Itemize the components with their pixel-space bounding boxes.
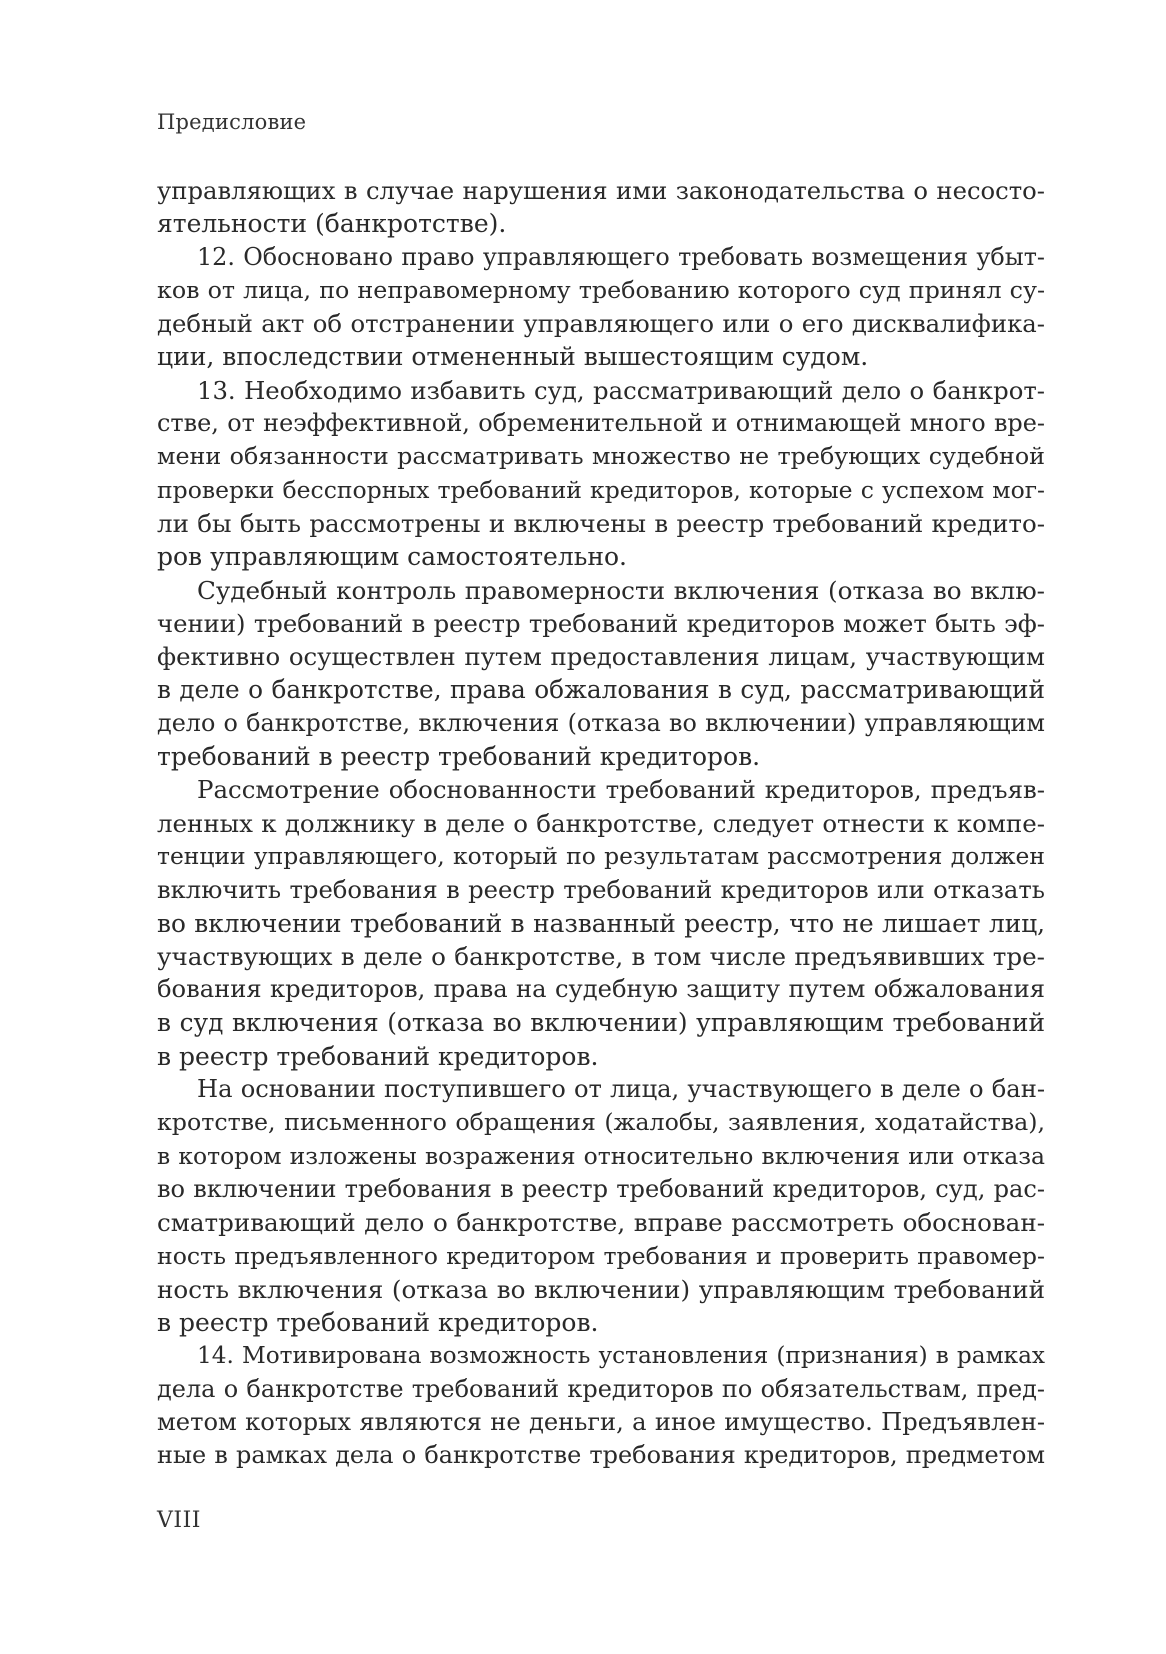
running-head: Предисловие — [157, 110, 307, 134]
text-line: тенции управляющего, который по результатам рассмотрения должен — [157, 841, 1045, 870]
text-line: ков от лица, по неправомерному требованию которого суд принял су- — [157, 275, 1045, 304]
text-line: во включении требования в реестр требований кредиторов, суд, рас- — [157, 1174, 1045, 1203]
text-line: стве, от неэффективной, обременительной и отнимающей много вре- — [157, 409, 1045, 438]
text-line: 13. Необходимо избавить суд, рассматривающий дело о банкрот- — [197, 375, 1045, 405]
text-line: в деле о банкротстве, права обжалования в суд, рассматривающий — [157, 675, 1045, 705]
text-line: дебный акт об отстранении управляющего или о его дисквалифика- — [157, 309, 1045, 339]
text-line: в реестр требований кредиторов. — [157, 1308, 599, 1338]
text-line: ность включения (отказа во включении) управляющим требований — [157, 1274, 1045, 1304]
text-line: Судебный контроль правомерности включения (отказа во вклю- — [197, 575, 1045, 605]
text-line: кротстве, письменного обращения (жалобы, заявления, ходатайства), — [157, 1108, 1045, 1137]
text-line: бования кредиторов, права на судебную защиту путем обжалования — [157, 975, 1045, 1004]
text-line: ность предъявленного кредитором требования и проверить правомер- — [157, 1241, 1045, 1270]
text-line: ные в рамках дела о банкротстве требования кредиторов, предметом — [157, 1441, 1045, 1470]
body-text — [157, 174, 1045, 1473]
text-line: 12. Обосновано право управляющего требовать возмещения убыт- — [197, 242, 1045, 271]
text-line: чении) требований в реестр требований кредиторов может быть эф- — [157, 608, 1045, 638]
text-line: фективно осуществлен путем предоставления лицам, участвующим — [157, 642, 1045, 672]
text-line: ров управляющим самостоятельно. — [157, 542, 627, 572]
text-line: 14. Мотивирована возможность установления (признания) в рамках — [197, 1342, 1045, 1370]
text-line: сматривающий дело о банкротстве, вправе рассмотреть обоснован- — [157, 1208, 1045, 1238]
text-line: метом которых являются не деньги, а иное имущество. Предъявлен- — [157, 1407, 1045, 1436]
text-line: в реестр требований кредиторов. — [157, 1041, 599, 1071]
text-line: ятельности (банкротстве). — [157, 209, 507, 239]
text-line: дело о банкротстве, включения (отказа во включении) управляющим — [157, 708, 1045, 737]
page-number: VIII — [157, 1508, 201, 1533]
text-line: требований в реестр требований кредиторов. — [157, 742, 761, 772]
text-line: во включении требований в названный реестр, что не лишает лиц, — [157, 908, 1045, 938]
text-line: проверки бесспорных требований кредиторов, которые с успехом мог- — [157, 475, 1045, 504]
text-line: мени обязанности рассматривать множество не требующих судебной — [157, 442, 1045, 471]
text-line: ленных к должнику в деле о банкротстве, следует отнести к компе- — [157, 808, 1045, 838]
text-line: в суд включения (отказа во включении) управляющим требований — [157, 1008, 1045, 1038]
text-line: в котором изложены возражения относительно включения или отказа — [157, 1141, 1045, 1170]
text-line: включить требования в реестр требований кредиторов или отказать — [157, 875, 1045, 905]
text-line: На основании поступившего от лица, участвующего в деле о бан- — [197, 1075, 1045, 1104]
text-line: дела о банкротстве требований кредиторов по обязательствам, пред- — [157, 1374, 1045, 1403]
text-line: управляющих в случае нарушения ими законодательства о несосто- — [157, 176, 1045, 205]
text-line: ции, впоследствии отмененный вышестоящим судом. — [157, 342, 869, 372]
text-line: ли бы быть рассмотрены и включены в реестр требований кредито- — [157, 508, 1045, 538]
text-line: участвующих в деле о банкротстве, в том числе предъявивших тре- — [157, 941, 1045, 971]
text-line: Рассмотрение обоснованности требований кредиторов, предъяв- — [197, 775, 1045, 805]
